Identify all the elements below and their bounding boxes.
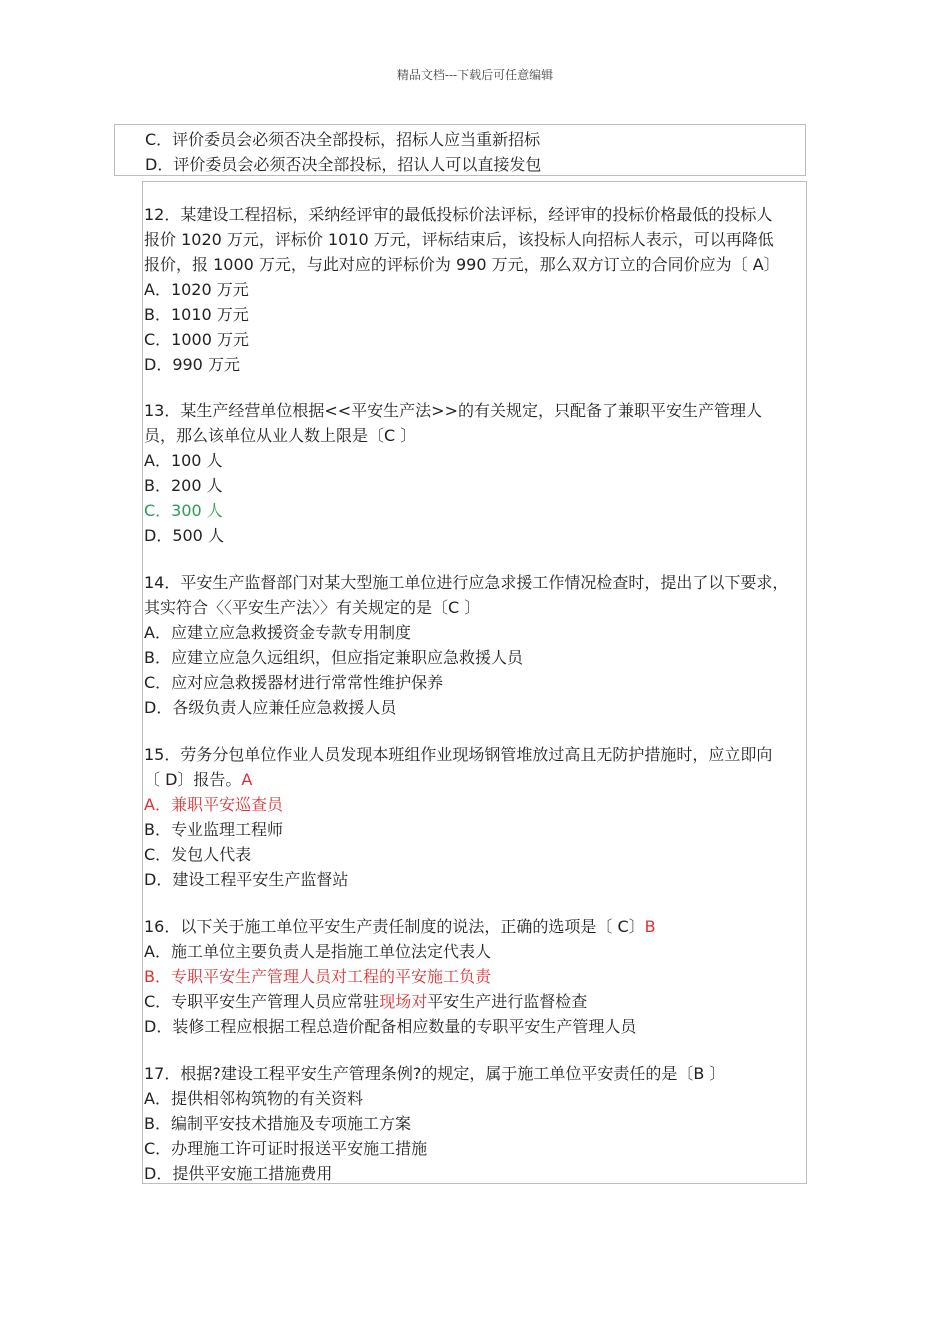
- q17-stem-line1: 17．根据?建设工程平安生产管理条例?的规定，属于施工单位平安责任的是〔B 〕: [144, 1064, 726, 1083]
- q14-option-c: C．应对应急救援器材进行常常性维护保养: [144, 673, 444, 692]
- q12-option-b: B．1010 万元: [144, 305, 249, 324]
- q15-option-d: D．建设工程平安生产监督站: [144, 870, 349, 889]
- q16-option-c-text1: C．专职平安生产管理人员应常驻: [144, 992, 380, 1011]
- q12-option-c: C．1000 万元: [144, 330, 249, 349]
- q13-option-b: B．200 人: [144, 476, 223, 495]
- q12-option-d: D．990 万元: [144, 355, 240, 374]
- q15-stem-text: 〔 D〕报告。: [144, 770, 242, 789]
- q17-option-a: A．提供相邻构筑物的有关资料: [144, 1089, 363, 1108]
- q16-option-d: D．装修工程应根据工程总造价配备相应数量的专职平安生产管理人员: [144, 1017, 637, 1036]
- q12-stem-line3: 报价，报 1000 万元，与此对应的评标价为 990 万元，那么双方订立的合同价应为〔 A〕: [144, 255, 780, 274]
- q15-option-c: C．发包人代表: [144, 845, 252, 864]
- q16-option-c-highlight: 现场对: [379, 992, 428, 1011]
- q12-option-a: A．1020 万元: [144, 280, 249, 299]
- q14-stem-line2: 其实符合〈〈平安生产法〉〉有关规定的是〔C 〕: [144, 598, 481, 617]
- q16-answer-mark: B: [644, 917, 656, 936]
- option-c: C．评价委员会必须否决全部投标，招标人应当重新招标: [145, 130, 541, 149]
- q16-stem-line1: [144, 914, 656, 939]
- q13-stem-line2: 员，那么该单位从业人数上限是〔C 〕: [144, 426, 417, 445]
- page-header: 精品文档---下载后可任意编辑: [396, 68, 554, 82]
- q12-stem-line2: 报价 1020 万元，评标价 1010 万元，评标结束后，该投标人向招标人表示，可以再降低: [144, 230, 774, 249]
- q15-stem-line2: [144, 767, 252, 792]
- q16-option-a: A．施工单位主要负责人是指施工单位法定代表人: [144, 942, 491, 961]
- q16-option-c: [144, 989, 587, 1014]
- q14-option-a: A．应建立应急救援资金专款专用制度: [144, 623, 411, 642]
- q13-option-d: D．500 人: [144, 526, 224, 545]
- q13-option-a: A．100 人: [144, 451, 223, 470]
- q14-option-d: D．各级负责人应兼任应急救援人员: [144, 698, 397, 717]
- q14-option-b: B．应建立应急久远组织，但应指定兼职应急救援人员: [144, 648, 523, 667]
- q15-stem-line1: 15．劳务分包单位作业人员发现本班组作业现场钢管堆放过高且无防护措施时，应立即向: [144, 745, 773, 764]
- q13-option-c-correct: C．300 人: [144, 501, 223, 520]
- q17-option-b: B．编制平安技术措施及专项施工方案: [144, 1114, 411, 1133]
- q13-stem-line1: 13．某生产经营单位根据<<平安生产法>>的有关规定，只配备了兼职平安生产管理人: [144, 401, 762, 420]
- q16-option-b-marked: B．专职平安生产管理人员对工程的平安施工负责: [144, 967, 491, 986]
- q15-option-a-marked: A．兼职平安巡查员: [144, 795, 283, 814]
- option-d: D．评价委员会必须否决全部投标，招认人可以直接发包: [145, 155, 542, 174]
- q14-stem-line1: 14．平安生产监督部门对某大型施工单位进行应急求援工作情况检查时，提出了以下要求，: [144, 573, 789, 592]
- q15-answer-mark: A: [241, 770, 253, 789]
- q16-option-c-text2: 平安生产进行监督检查: [427, 992, 588, 1011]
- q15-option-b: B．专业监理工程师: [144, 820, 283, 839]
- q12-stem-line1: 12．某建设工程招标，采纳经评审的最低投标价法评标，经评审的投标价格最低的投标人: [144, 205, 773, 224]
- question-block-continued: [114, 124, 806, 176]
- q17-option-c: C．办理施工许可证时报送平安施工措施: [144, 1139, 428, 1158]
- q16-stem-text: 16．以下关于施工单位平安生产责任制度的说法，正确的选项是〔 C〕: [144, 917, 645, 936]
- question-block-main: [142, 181, 807, 1184]
- q17-option-d: D．提供平安施工措施费用: [144, 1164, 333, 1183]
